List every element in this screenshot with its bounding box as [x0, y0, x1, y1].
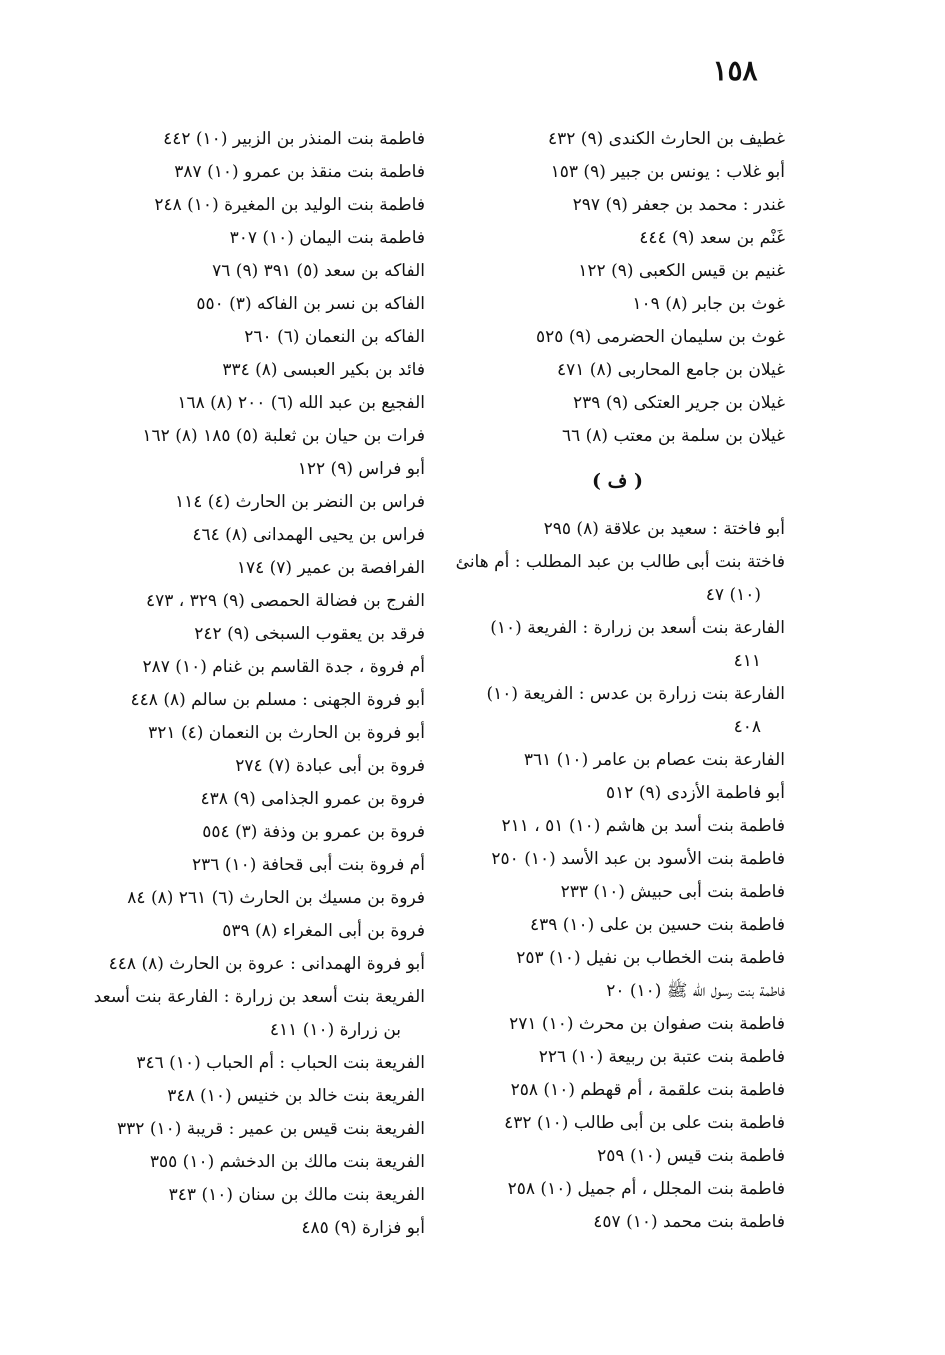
- index-entry: أبو فراس (٩) ١٢٢: [297, 459, 425, 479]
- index-entry: الفارعة بنت عصام بن عامر (١٠) ٣٦١: [523, 750, 785, 770]
- index-entry: الفاكه بن النعمان (٦) ٢٦٠: [244, 327, 425, 347]
- index-entry: فاطمة بنت صفوان بن محرث (١٠) ٢٧١: [509, 1014, 785, 1034]
- index-entry: غيلان بن جامع المحاربى (٨) ٤٧١: [557, 360, 785, 380]
- index-entry: غنيم بن قيس الكعبى (٩) ١٢٢: [578, 261, 785, 281]
- index-entry: غندر : محمد بن جعفر (٩) ٢٩٧: [572, 195, 785, 215]
- index-entry: الفارعة بنت زرارة بن عدس : الفريعة (١٠): [486, 684, 785, 704]
- index-entry: أبو غلاب : يونس بن جبير (٩) ١٥٣: [550, 162, 785, 182]
- index-entry: فروة بن عمرو الجذامى (٩) ٤٣٨: [200, 789, 425, 809]
- index-entry-continuation: ٤١١: [733, 651, 761, 671]
- index-entry: فاطمة بنت الأسود بن عبد الأسد (١٠) ٢٥٠: [491, 849, 785, 869]
- index-entry: غَنْم بن سعد (٩) ٤٤٤: [639, 228, 785, 248]
- index-entry: غوث بن سليمان الحضرمى (٩) ٥٢٥: [536, 327, 785, 347]
- index-entry: الفريعة بنت الحباب : أم الحباب (١٠) ٣٤٦: [136, 1053, 425, 1073]
- index-entry: فائد بن بكير العبسى (٨) ٣٣٤: [222, 360, 425, 380]
- index-entry: فرات بن حيان بن ثعلبة (٥) ١٨٥ (٨) ١٦٢: [142, 426, 425, 446]
- index-entry: أبو فروة الجهنى : مسلم بن سالم (٨) ٤٤٨: [130, 690, 425, 710]
- index-entry: فاطمة بنت أسد بن هاشم (١٠) ٥١ ، ٢١١: [501, 816, 785, 836]
- index-entry: الفجيع بن عبد الله (٦) ٢٠٠ (٨) ١٦٨: [177, 393, 425, 413]
- left-entries: [80, 123, 425, 1245]
- index-entry: غوث بن جابر (٨) ١٠٩: [632, 294, 785, 314]
- index-entry: فاطمة بنت على بن أبى طالب (١٠) ٤٣٢: [504, 1113, 785, 1133]
- index-entry: فاطمة بنت اليمان (١٠) ٣٠٧: [229, 228, 425, 248]
- right-column: [450, 123, 785, 1239]
- index-entry: فاطمة بنت حسين بن على (١٠) ٤٣٩: [529, 915, 785, 935]
- index-entry: أم فروة بنت أبى قحافة (١٠) ٢٣٦: [192, 855, 425, 875]
- left-column: [80, 123, 425, 1245]
- index-entry: الفريعة بنت أسعد بن زرارة : الفارعة بنت أسعد: [93, 987, 425, 1007]
- index-entry: فاطمة بنت الخطاب بن نفيل (١٠) ٢٥٣: [516, 948, 785, 968]
- index-entry: أبو فاطمة الأزدى (٩) ٥١٢: [606, 783, 785, 803]
- right-entries-top: [450, 123, 785, 453]
- index-entry: الفاكه بن نسر بن الفاكه (٣) ٥٥٠: [196, 294, 425, 314]
- index-entry: فاطمة بنت محمد (١٠) ٤٥٧: [593, 1212, 785, 1232]
- index-entry: فاختة بنت أبى طالب بن عبد المطلب : أم هانئ: [455, 552, 785, 572]
- index-entry: غيلان بن سلمة بن معتب (٨) ٦٦: [561, 426, 785, 446]
- index-entry-continuation: (١٠) ٤٧: [705, 585, 761, 605]
- index-entry: فاطمة بنت علقمة ، أم قهطم (١٠) ٢٥٨: [510, 1080, 785, 1100]
- index-entry: فراس بن يحيى الهمدانى (٨) ٤٦٤: [192, 525, 425, 545]
- page-number: ١٥٨: [712, 54, 758, 87]
- index-entry: فاطمة بنت منقذ بن عمرو (١٠) ٣٨٧: [174, 162, 425, 182]
- index-entry: غيلان بن جرير العتكى (٩) ٢٣٩: [573, 393, 785, 413]
- index-entry-continuation: بن زرارة (١٠) ٤١١: [269, 1020, 401, 1040]
- index-entry: الفريعة بنت قيس بن عمير : قريبة (١٠) ٣٣٢: [117, 1119, 425, 1139]
- index-entry: فراس بن النضر بن الحارث (٤) ١١٤: [175, 492, 425, 512]
- index-entry: فاطمة بنت الوليد بن المغيرة (١٠) ٢٤٨: [154, 195, 425, 215]
- index-entry: أبو فروة الهمدانى : عروة بن الحارث (٨) ٤٤٨: [108, 954, 425, 974]
- index-entry: فاطمة بنت أبى حبيش (١٠) ٢٣٣: [560, 882, 785, 902]
- index-entry: أبو فاختة : سعيد بن علاقة (٨) ٢٩٥: [543, 519, 785, 539]
- index-entry: أم فروة ، جدة القاسم بن غنام (١٠) ٢٨٧: [142, 657, 425, 677]
- index-entry: أبو فزارة (٩) ٤٨٥: [301, 1218, 425, 1238]
- index-entry: الفرج بن فضالة الحمصى (٩) ٣٢٩ ، ٤٧٣: [145, 591, 425, 611]
- index-entry: فاطمة بنت قيس (١٠) ٢٥٩: [597, 1146, 785, 1166]
- right-entries-bottom: [450, 513, 785, 1239]
- index-entry: فرقد بن يعقوب السبخى (٩) ٢٤٢: [194, 624, 425, 644]
- index-entry: الفاكه بن سعد (٥) ٣٩١ (٩) ٧٦: [212, 261, 425, 281]
- index-entry: فروة بن أبى عبادة (٧) ٢٧٤: [235, 756, 425, 776]
- index-entry: الفريعة بنت مالك بن سنان (١٠) ٣٤٣: [168, 1185, 425, 1205]
- index-entry: فروة بن أبى المغراء (٨) ٥٣٩: [222, 921, 425, 941]
- index-entry: الفرافصة بن عمير (٧) ١٧٤: [236, 558, 425, 578]
- index-entry: أبو فروة بن الحارث بن النعمان (٤) ٣٢١: [148, 723, 425, 743]
- index-entry: فاطمة بنت عتبة بن ربيعة (١٠) ٢٢٦: [538, 1047, 785, 1067]
- index-entry: فاطمة بنت رسول الله ﷺ (١٠) ٢٠: [606, 981, 785, 1001]
- index-entry: الفارعة بنت أسعد بن زرارة : الفريعة (١٠): [490, 618, 785, 638]
- index-entry: فاطمة بنت المنذر بن الزبير (١٠) ٤٤٢: [163, 129, 425, 149]
- section-heading: ( ف ): [592, 470, 643, 492]
- index-entry: الفريعة بنت مالك بن الدخشم (١٠) ٣٥٥: [149, 1152, 425, 1172]
- index-entry-continuation: ٤٠٨: [733, 717, 761, 737]
- index-entry: فروة بن عمرو بن وذفة (٣) ٥٥٤: [202, 822, 425, 842]
- index-entry: الفريعة بنت خالد بن خنيس (١٠) ٣٤٨: [167, 1086, 425, 1106]
- index-entry: فروة بن مسيك بن الحارث (٦) ٢٦١ (٨) ٨٤: [127, 888, 425, 908]
- index-entry: غطيف بن الحارث الكندى (٩) ٤٣٢: [548, 129, 785, 149]
- index-entry: فاطمة بنت المجلل ، أم جميل (١٠) ٢٥٨: [507, 1179, 785, 1199]
